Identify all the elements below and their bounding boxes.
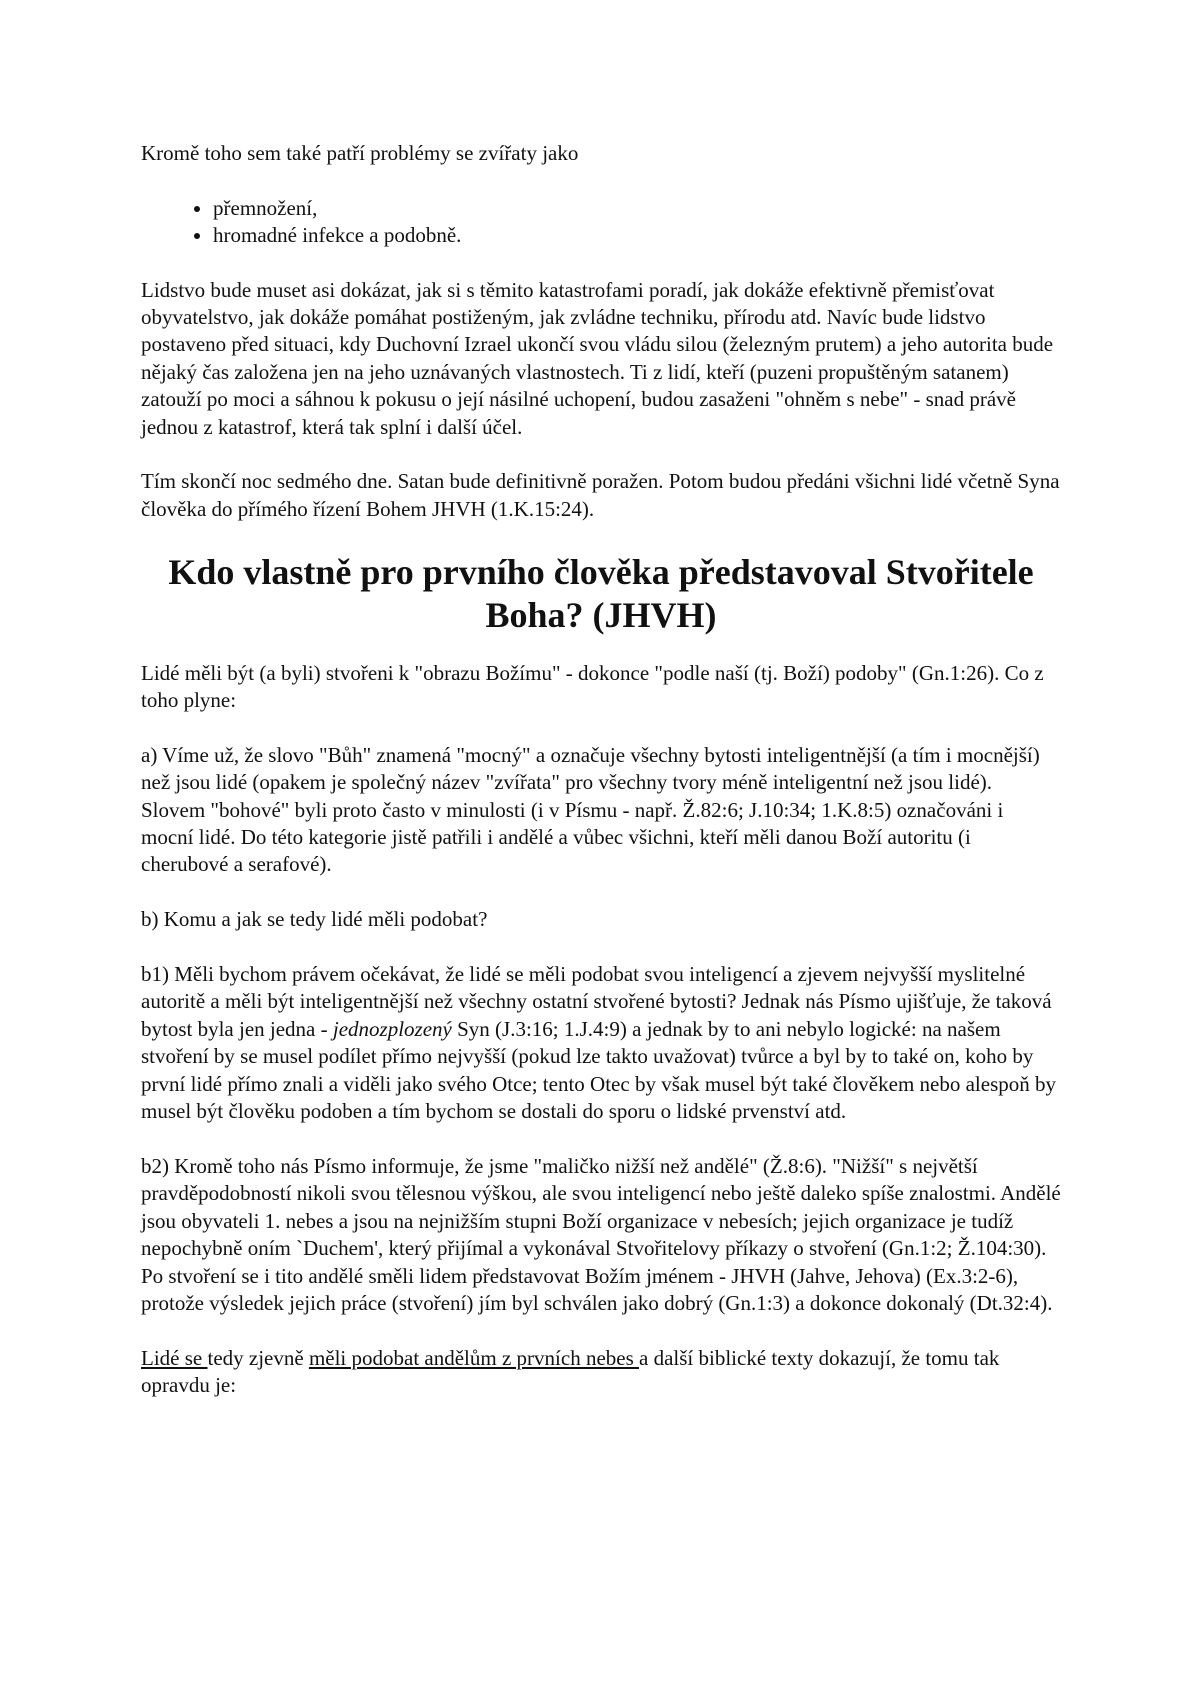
underlined-text: Lidé se	[141, 1345, 208, 1370]
text-run: Syn (J.3:16; 1.J.4:9) a jednak by to ani nebylo logické: na našem stvoření by se musel podílet přímo nejvyšší (pokud lze takto uvažovat) tvůrce a byl by to také on, koho by první lidé přímo znali a viděli jako svého Otce; tento Otec by však musel být také člověkem nebo alespoň by musel být člověku podoben a tím bychom se dostali do sporu o lidské prvenství atd.	[141, 1016, 1057, 1124]
underlined-text: měli podobat andělům z prvních nebes	[308, 1345, 640, 1370]
section-heading: Kdo vlastně pro prvního člověka představoval Stvořitele Boha? (JHVH)	[168, 551, 1034, 635]
list-item: • hromadné infekce a podobně.	[213, 222, 1061, 249]
paragraph-noc: Tím skončí noc sedmého dne. Satan bude definitivně poražen. Potom budou předáni všichni lidé včetně Syna člověka do přímého řízení Bohem JHVH (1.K.15:24).	[141, 469, 1060, 521]
intro-paragraph: Kromě toho sem také patří problémy se zvířaty jako	[141, 141, 579, 165]
problem-list	[141, 195, 1061, 250]
paragraph-conclusion	[141, 1345, 1061, 1400]
paragraph-b1	[141, 961, 1061, 1125]
paragraph-obraz: Lidé měli být (a byli) stvořeni k "obrazu Božímu" - dokonce "podle naší (tj. Boží) podoby" (Gn.1:26). Co z toho plyne:	[141, 660, 1044, 713]
text-run: b1) Měli bychom právem očekávat, že lidé se měli podobat svou inteligencí a zjevem nejvyšší myslitelné autoritě a měli být inteligentnější než všechny ostatní stvořené bytosti? Jednak nás Písmo ujišťuje, že taková bytost byla jen jedna -	[141, 962, 1052, 1041]
italic-term: jednozplozený	[332, 1016, 452, 1041]
paragraph-b2: b2) Kromě toho nás Písmo informuje, že jsme "maličko nižší než andělé" (Ž.8:6). "Nižší" s největší pravděpodobností nikoli svou tělesnou výškou, ale svou inteligencí nebo ještě daleko spíše znalostmi. Andělé jsou obyvateli 1. nebes a jsou na nejnižším stupni Boží organizace v nebesích; jejich organizace je tudíž nepochybně oním `Duchem', který přijímal a vykonával Stvořitelovy příkazy o stvoření (Gn.1:2; Ž.104:30). Po stvoření se i tito andělé směli lidem představovat Božím jménem - JHVH (Jahve, Jehova) (Ex.3:2-6), protože výsledek jejich práce (stvoření) jím byl schválen jako dobrý (Gn.1:3) a dokonce dokonalý (Dt.32:4).	[141, 1153, 1061, 1315]
text-run: a další biblické texty dokazují, že tomu tak opravdu je:	[141, 1345, 1000, 1398]
text-run: tedy zjevně	[207, 1345, 309, 1370]
paragraph-b: b) Komu a jak se tedy lidé měli podobat?	[141, 907, 488, 932]
paragraph-lidstvo: Lidstvo bude muset asi dokázat, jak si s těmito katastrofami poradí, jak dokáže efektivně přemisťovat obyvatelstvo, jak dokáže pomáhat postiženým, jak zvládne techniku, přírodu atd. Navíc bude lidstvo postaveno před situaci, kdy Duchovní Izrael ukončí svou vládu silou (železným prutem) a jeho autorita bude nějaký čas založena jen na jeho uznávaných vlastnostech. Ti z lidí, kteří (puzeni propuštěným satanem) zatouží po moci a sáhnou k pokusu o její násilné uchopení, budou zasaženi "ohněm s nebe" - snad právě jednou z katastrof, která tak splní i další účel.	[141, 277, 1054, 439]
paragraph-a: a) Víme už, že slovo "Bůh" znamená "mocný" a označuje všechny bytosti inteligentnější (a tím i mocnější) než jsou lidé (opakem je společný název "zvířata" pro všechny tvory méně inteligentní než jsou lidé). Slovem "bohové" byli proto často v minulosti (i v Písmu - např. Ž.82:6; J.10:34; 1.K.8:5) označováni i mocní lidé. Do této kategorie jistě patřili i andělé a vůbec všichni, kteří měli danou Boží autoritu (i cherubové a serafové).	[141, 742, 1040, 877]
document-page	[141, 140, 1061, 1427]
list-item: • přemnožení,	[213, 195, 1061, 222]
